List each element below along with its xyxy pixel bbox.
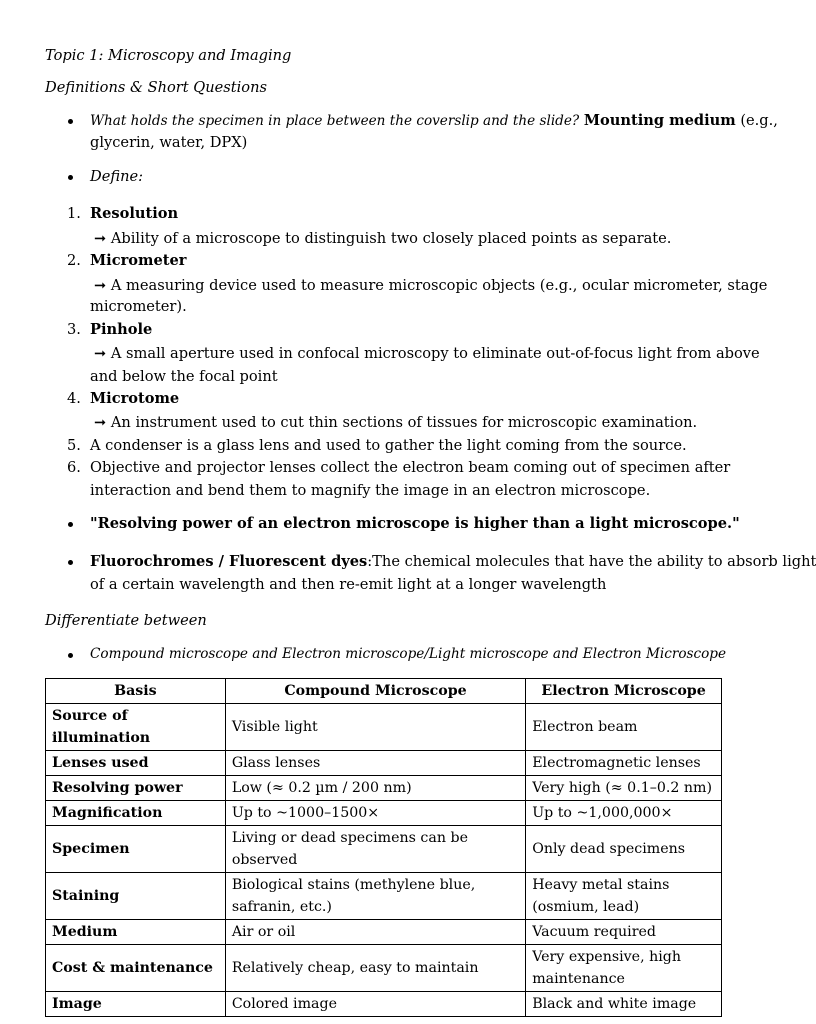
basis-cell: Specimen: [46, 826, 226, 873]
compound-cell: Air or oil: [225, 920, 525, 945]
electron-cell: Very expensive, high maintenance: [526, 945, 722, 992]
basis-cell: Image: [46, 992, 226, 1017]
header-cell: Compound Microscope: [225, 679, 525, 704]
fluorochromes-text: :The chemical molecules that have the ability to absorb light: [367, 553, 816, 570]
compound-cell: Glass lenses: [225, 751, 525, 776]
electron-cell: Electron beam: [526, 704, 722, 751]
electron-cell: Very high (≈ 0.1–0.2 nm): [526, 776, 722, 801]
list-item-text: Objective and projector lenses collect the electron beam coming out of specimen after: [90, 459, 731, 476]
basis-cell: Source of illumination: [46, 704, 226, 751]
table-row: [46, 873, 722, 920]
basis-cell: Staining: [46, 873, 226, 920]
list-number: 2.: [67, 252, 81, 269]
list-item-text: A condenser is a glass lens and used to gather the light coming from the source.: [90, 437, 687, 454]
table-row: [46, 826, 722, 873]
section-heading-definitions: Definitions & Short Questions: [45, 79, 267, 96]
basis-cell: Magnification: [46, 801, 226, 826]
definition-text-continuation: micrometer).: [90, 298, 187, 315]
electron-cell: Only dead specimens: [526, 826, 722, 873]
fluorochromes-text-continuation: of a certain wavelength and then re-emit light at a longer wavelength: [90, 576, 607, 593]
compound-cell: Colored image: [225, 992, 525, 1017]
table-row: [46, 945, 722, 992]
basis-cell: Medium: [46, 920, 226, 945]
bullet-marker: [68, 119, 73, 124]
compare-prompt: Compound microscope and Electron microscope/Light microscope and Electron Microscope: [90, 646, 727, 662]
bullet-marker: [68, 560, 73, 565]
list-item-text-continuation: interaction and bend them to magnify the image in an electron microscope.: [90, 482, 651, 499]
basis-cell: Resolving power: [46, 776, 226, 801]
electron-cell: Electromagnetic lenses: [526, 751, 722, 776]
compound-cell: Visible light: [225, 704, 525, 751]
bullet-marker: [68, 653, 73, 658]
topic-title: Topic 1: Microscopy and Imaging: [45, 47, 292, 64]
compound-cell: Biological stains (methylene blue, safranin, etc.): [225, 873, 525, 920]
electron-cell: Vacuum required: [526, 920, 722, 945]
statement-quote: "Resolving power of an electron microscope is higher than a light microscope.": [90, 515, 740, 532]
table-header-row: [46, 679, 722, 704]
definition-term: Microtome: [90, 390, 180, 407]
definition-term: Micrometer: [90, 252, 187, 269]
fluorochromes-term: Fluorochromes / Fluorescent dyes: [90, 553, 368, 570]
definition-text: ➞ A measuring device used to measure microscopic objects (e.g., ocular micrometer, stage: [94, 277, 768, 294]
question-text: What holds the specimen in place between the coverslip and the slide?: [90, 113, 580, 129]
question-mounting: [90, 112, 778, 129]
compound-cell: Low (≈ 0.2 µm / 200 nm): [225, 776, 525, 801]
definition-text-continuation: and below the focal point: [90, 368, 278, 385]
definition-text: ➞ A small aperture used in confocal microscopy to eliminate out-of-focus light from above: [94, 345, 760, 362]
answer-continuation: glycerin, water, DPX): [90, 134, 248, 151]
compound-cell: Relatively cheap, easy to maintain: [225, 945, 525, 992]
list-number: 6.: [67, 459, 81, 476]
definition-text: ➞ Ability of a microscope to distinguish two closely placed points as separate.: [94, 230, 672, 247]
answer-bold: Mounting medium: [583, 112, 736, 129]
table-row: [46, 776, 722, 801]
section-heading-differentiate: Differentiate between: [45, 612, 207, 629]
table-row: [46, 751, 722, 776]
list-number: 5.: [67, 437, 81, 454]
bullet-marker: [68, 522, 73, 527]
definition-term: Resolution: [90, 205, 179, 222]
list-number: 3.: [67, 321, 81, 338]
list-number: 4.: [67, 390, 81, 407]
table-row: [46, 704, 722, 751]
header-cell: Basis: [46, 679, 226, 704]
answer-rest: (e.g.,: [740, 112, 778, 129]
compound-cell: Up to ~1000–1500×: [225, 801, 525, 826]
definition-text: ➞ An instrument used to cut thin sections of tissues for microscopic examination.: [94, 414, 698, 431]
definition-term: Pinhole: [90, 321, 153, 338]
bullet-marker: [68, 175, 73, 180]
basis-cell: Cost & maintenance: [46, 945, 226, 992]
electron-cell: Black and white image: [526, 992, 722, 1017]
compound-cell: Living or dead specimens can be observed: [225, 826, 525, 873]
electron-cell: Up to ~1,000,000×: [526, 801, 722, 826]
table-row: [46, 992, 722, 1017]
basis-cell: Lenses used: [46, 751, 226, 776]
table-row: [46, 801, 722, 826]
header-cell: Electron Microscope: [526, 679, 722, 704]
electron-cell: Heavy metal stains (osmium, lead): [526, 873, 722, 920]
comparison-table: [45, 678, 722, 1017]
define-label: Define:: [90, 168, 144, 185]
fluorochromes-definition: [90, 553, 816, 570]
list-number: 1.: [67, 205, 81, 222]
table-row: [46, 920, 722, 945]
